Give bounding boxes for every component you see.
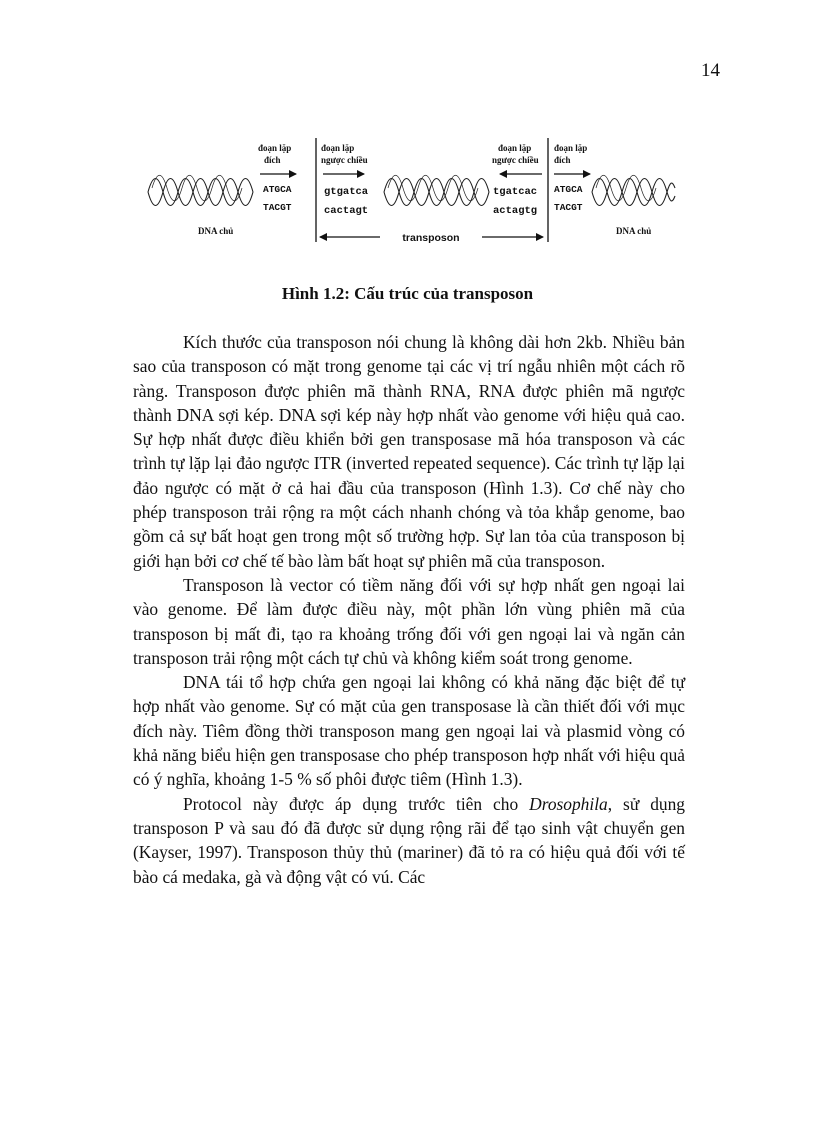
seq-atgca-left: ATGCA bbox=[263, 184, 292, 195]
paragraph: Transposon là vector có tiềm năng đối với sự hợp nhất gen ngoại lai vào genome. Để làm được điều này, một phần lớn vùng phiên mã của transposon bị mất đi, tạo ra khoảng trống đối với gen ngoại lai và ngăn cản transposon trải rộng một cách tự chủ và không kiểm soát trong genome. bbox=[133, 574, 685, 668]
label-inverted-repeat-right-2: ngược chiều bbox=[492, 155, 539, 165]
host-dna-helix-left bbox=[148, 175, 253, 205]
transposon-label: transposon bbox=[402, 232, 460, 244]
transposon-figure bbox=[140, 130, 680, 250]
label-inverted-repeat-left-1: đoạn lặp bbox=[321, 143, 355, 153]
seq-tacgt-left: TACGT bbox=[263, 202, 292, 213]
label-inverted-repeat-right-1: đoạn lặp bbox=[498, 143, 532, 153]
italic-term: Drosophila bbox=[529, 793, 608, 814]
text-span: Protocol này được áp dụng trước tiên cho bbox=[183, 793, 530, 814]
host-dna-label-left: DNA chủ bbox=[198, 226, 234, 236]
seq-actagtg: actagtg bbox=[493, 205, 538, 217]
label-direct-repeat-right-2: đích bbox=[554, 155, 571, 165]
seq-gtgatca: gtgatca bbox=[324, 186, 369, 198]
transposon-helix bbox=[384, 175, 489, 205]
body-text bbox=[133, 330, 685, 889]
transposon-diagram bbox=[140, 130, 680, 250]
paragraph: DNA tái tổ hợp chứa gen ngoại lai không có khả năng đặc biệt để tự hợp nhất vào genome. Sự có mặt của gen transposase là cần thiết đối với mục đích này. Tiêm đồng thời transposon mang gen ngoại lai và plasmid vòng có khả năng biểu hiện gen transposase cho phép transposon hợp nhất với hiệu quả có ý nghĩa, khoảng 1-5 % số phôi được tiêm (Hình 1.3). bbox=[133, 672, 685, 790]
label-direct-repeat-right-1: đoạn lặp bbox=[554, 143, 588, 153]
paragraph: Kích thước của transposon nói chung là không dài hơn 2kb. Nhiều bản sao của transposon có mặt trong genome tại các vị trí ngẫu nhiên một cách rõ ràng. Transposon được phiên mã thành RNA, RNA được phiên mã ngược thành DNA sợi kép. DNA sợi kép này hợp nhất vào genome với hiệu quả cao. Sự hợp nhất được điều khiển bởi gen transposase mã hóa transposon và các trình tự lặp lại đảo ngược ITR (inverted repeated sequence). Các trình tự lặp lại đảo ngược có mặt ở cả hai đầu của transposon (Hình 1.3). Cơ chế này cho phép transposon trải rộng ra một cách nhanh chóng và tỏa khắp genome, bao gồm cả sự bất hoạt gen trong một số trường hợp. Sự lan tỏa của transposon bị giới hạn bởi cơ chế tế bào làm bất hoạt sự phiên mã của transposon. bbox=[133, 332, 685, 571]
host-dna-helix-right bbox=[592, 175, 675, 205]
figure-caption: Hình 1.2: Cấu trúc của transposon bbox=[281, 284, 534, 303]
seq-tacgt-right: TACGT bbox=[554, 202, 583, 213]
paragraph-last bbox=[133, 792, 685, 889]
label-direct-repeat-left-2: đích bbox=[264, 155, 281, 165]
label-direct-repeat-left-1: đoạn lặp bbox=[258, 143, 292, 153]
seq-tgatcac: tgatcac bbox=[493, 186, 538, 198]
text-span: , sử dụng transposon P và sau đó đã được sử dụng rộng rãi để tạo sinh vật chuyển gen (Kayser, 1997). Transposon thủy thủ (mariner) đã tỏ ra có hiệu quả đối với tế bào cá medaka, gà và động vật có vú. Các bbox=[133, 793, 685, 887]
page-number: 14 bbox=[701, 60, 720, 81]
host-dna-label-right: DNA chủ bbox=[616, 226, 652, 236]
label-inverted-repeat-left-2: ngược chiều bbox=[321, 155, 368, 165]
seq-cactagt: cactagt bbox=[324, 205, 369, 217]
seq-atgca-right: ATGCA bbox=[554, 184, 583, 195]
